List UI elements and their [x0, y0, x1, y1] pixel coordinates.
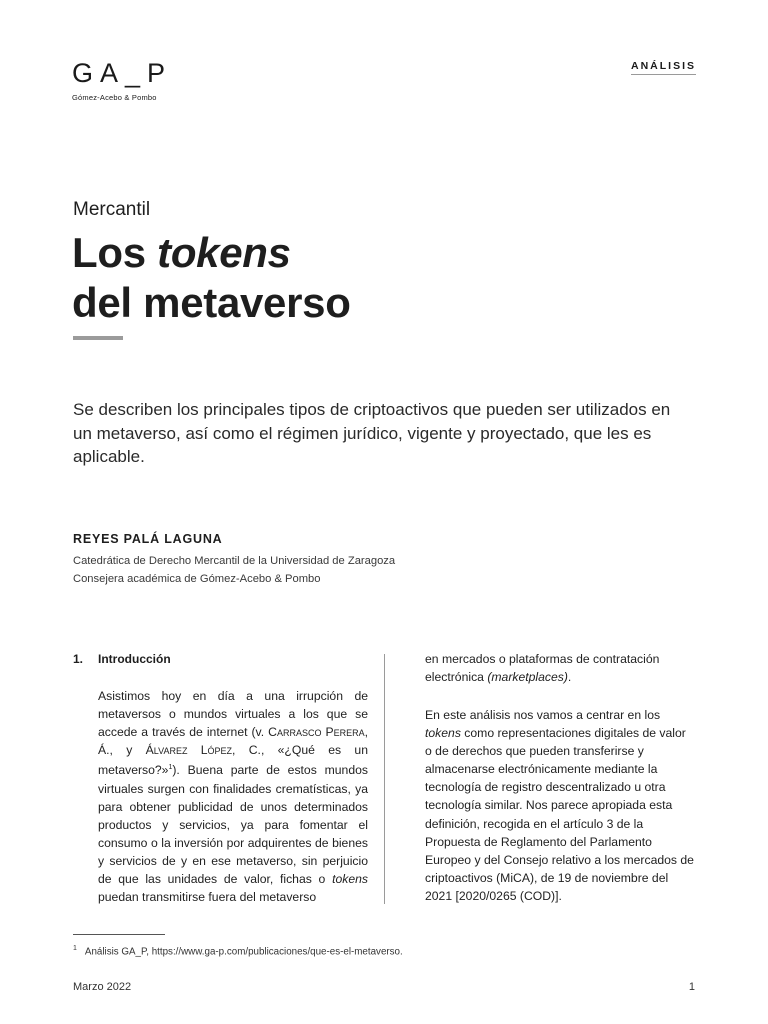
text-run: puedan transmitirse fuera del metaverso: [98, 890, 317, 905]
author-citation: Carrasco Perera: [268, 725, 365, 740]
lead-paragraph: Se describen los principales tipos de criptoactivos que pueden ser utilizados en un metaverso, así como el régimen jurídico, vigente y proyectado, que les es aplicable.: [73, 400, 671, 466]
footnote-rule: [73, 934, 165, 935]
footnote-ref: 1: [168, 764, 173, 772]
section-number: 1.: [73, 652, 84, 666]
column-divider: [384, 654, 385, 904]
intro-paragraph: [98, 687, 368, 906]
author-affiliation-1: Catedrática de Derecho Mercantil de la Universidad de Zaragoza: [73, 555, 396, 567]
title-part-italic: tokens: [157, 229, 291, 276]
author-citation: Álvarez López: [145, 743, 233, 758]
title-part-plain: Los: [72, 229, 158, 276]
text-run: Asistimos hoy en día a una irrupción de metaversos o mundos virtuales a los que se accede a través de internet (v.: [98, 689, 368, 740]
analysis-paragraph: [425, 706, 695, 905]
logo-mark: GA_P: [72, 58, 173, 88]
category-label: Mercantil: [73, 199, 151, 220]
section-heading: Introducción: [98, 652, 171, 666]
title-underline: [73, 336, 123, 340]
title-line-2: del metaverso: [72, 279, 351, 326]
title-line-1: [72, 228, 351, 278]
text-run: , Á., y: [98, 725, 368, 758]
text-run: como representaciones digitales de valor o de derechos que pueden transferirse y almacenarse electrónicamente mediante la tecnología de registro descentralizado u otra tecnología similar. Nos parece apropiada esta definición, recogida en el artículo 3 de la Propuesta de Reglamento del Parlamento Europeo y del Consejo relativo a los mercados de criptoactivos (MiCA), de 19 de noviembre del 2021 [2020/0265 (COD)].: [425, 726, 694, 903]
section-tag: ANÁLISIS: [631, 60, 696, 75]
text-run: .: [567, 670, 572, 685]
text-run: En este análisis nos vamos a centrar en los: [425, 708, 661, 722]
footnote: [73, 945, 403, 957]
footer-date: Marzo 2022: [73, 981, 132, 993]
text-run: ). Buena parte de estos mundos virtuales surgen con finalidades crematísticas, ya para obtener publicidad de unos determinados productos y servicios, ya para fomentar el consumo o la inversión por adquirentes de bienes y servicios de y en ese metaverso, sin perjuicio de que las unidades de valor, fichas o: [98, 763, 368, 886]
italic-term: tokens: [332, 872, 368, 886]
footnote-text: Análisis GA_P, https://www.ga-p.com/publicaciones/que-es-el-metaverso.: [84, 946, 403, 958]
text-run: en mercados o plataformas de contratación electrónica: [425, 652, 660, 685]
author-affiliation-2: Consejera académica de Gómez-Acebo & Pombo: [73, 573, 321, 585]
logo-subtitle: Gómez-Acebo & Pombo: [72, 93, 157, 102]
author-name: REYES PALÁ LAGUNA: [73, 532, 223, 546]
page-title: [72, 228, 351, 328]
footnote-number: 1: [73, 945, 77, 952]
italic-term: (marketplaces): [487, 670, 568, 685]
intro-paragraph-continued: [425, 650, 695, 686]
text-run: , C., «¿Qué es un metaverso?»: [98, 743, 368, 778]
italic-term: tokens: [425, 726, 461, 741]
page-number: 1: [688, 981, 695, 993]
gap-logo: [72, 60, 172, 102]
